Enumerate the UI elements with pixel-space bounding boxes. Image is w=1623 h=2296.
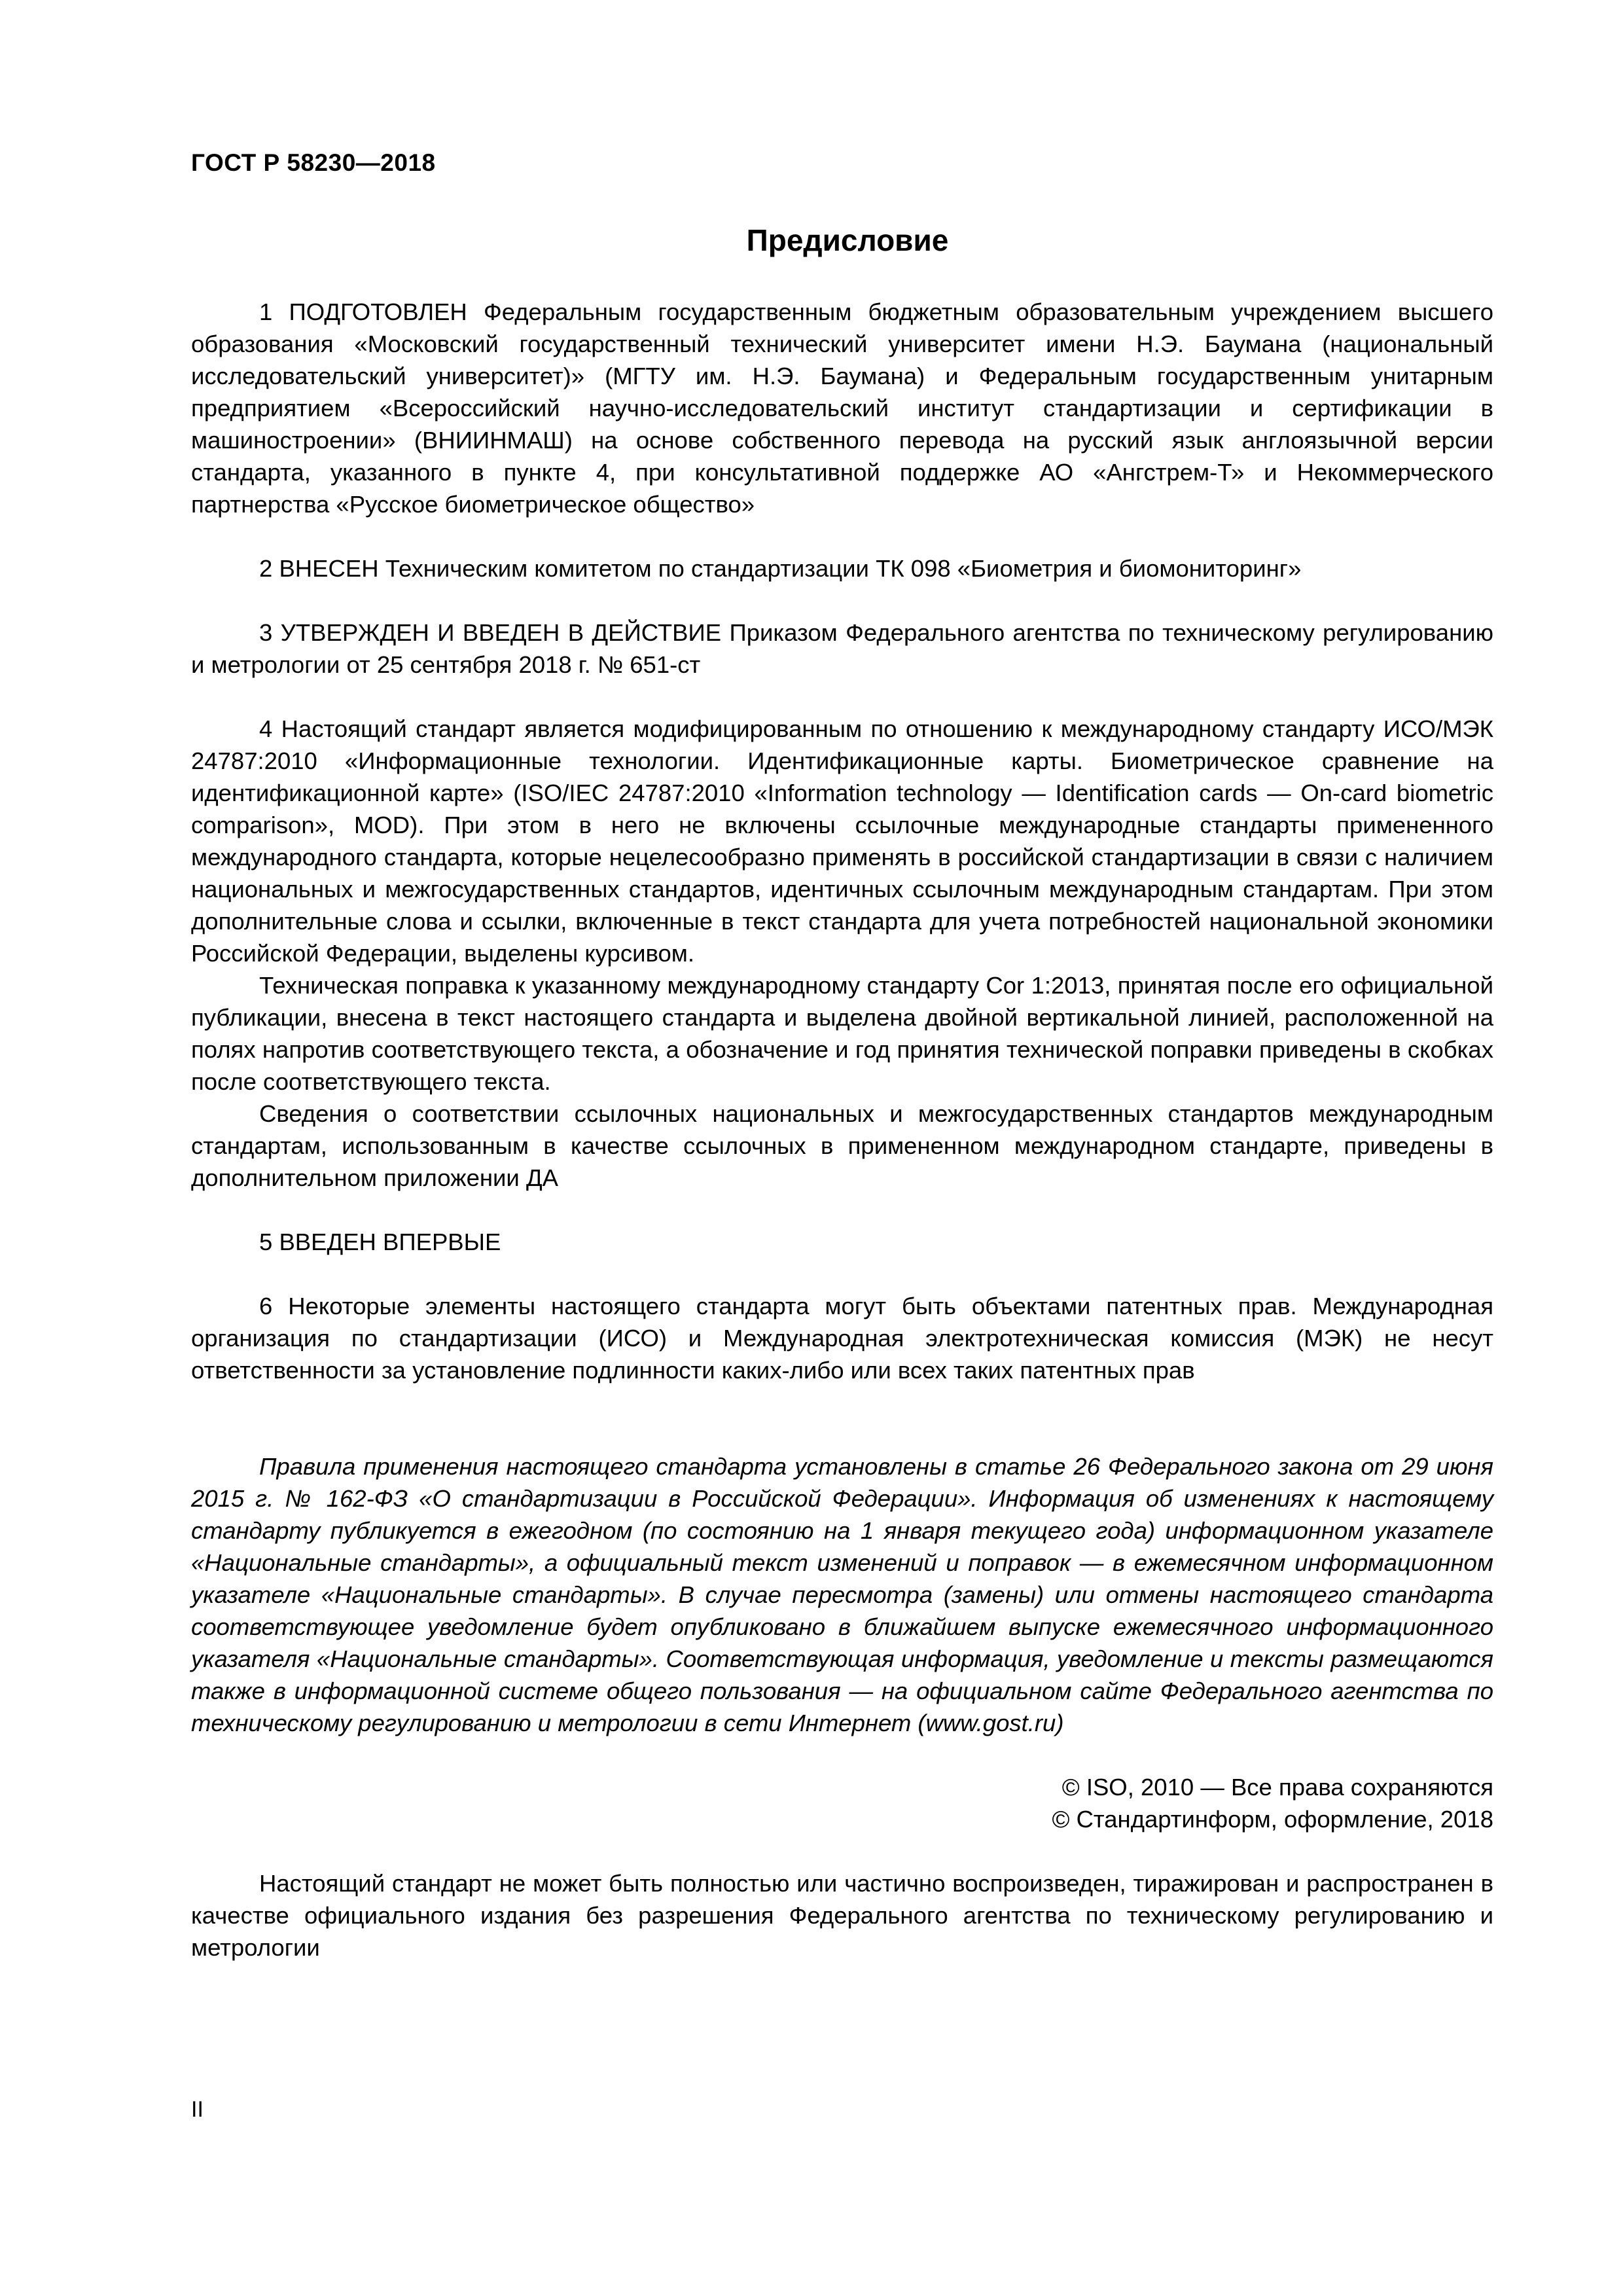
item-4-modification: 4 Настоящий стандарт является модифицированным по отношению к международному стандарту ИСО/МЭК 24787:2010 «Информационные технологии. Идентификационные карты. Биометрическое сравнение на идентификационной карте» (ISO/IEC 24787:2010 «Information technology — Identification cards — On-card biometric comparison», MOD). При этом в него не включены ссылочные международные стандарты примененного международного стандарта, которые нецелесообразно применять в российской стандартизации в связи с наличием национальных и межгосударственных стандартов, идентичных ссылочным международным стандартам. При этом дополнительные слова и ссылки, включенные в текст стандарта для учета потребностей национальной экономики Российской Федерации, выделены курсивом.	[191, 715, 1493, 967]
item-2-submitted: 2 ВНЕСЕН Техническим комитетом по стандартизации ТК 098 «Биометрия и биомониторинг»	[259, 555, 1302, 582]
item-4-reference-info: Сведения о соответствии ссылочных национальных и межгосударственных стандартов международным стандартам, использованным в качестве ссылочных в примененном международном стандарте, приведены в дополнительном приложении ДА	[191, 1100, 1493, 1191]
item-1-prepared: 1 ПОДГОТОВЛЕН Федеральным государственным бюджетным образовательным учреждением высшего образования «Московский государственный технический университет имени Н.Э. Баумана (национальный исследовательский университет)» (МГТУ им. Н.Э. Баумана) и Федеральным государственным унитарным предприятием «Всероссийский научно-исследовательский институт стандартизации и сертификации в машиностроении» (ВНИИНМАШ) на основе собственного перевода на русский язык англоязычной версии стандарта, указанного в пункте 4, при консультативной поддержке АО «Ангстрем-Т» и Некоммерческого партнерства «Русское биометрическое общество»	[191, 298, 1493, 518]
page-number: II	[191, 2097, 204, 2122]
document-body	[191, 296, 1493, 1964]
item-4-technical-corrigendum: Техническая поправка к указанному международному стандарту Cor 1:2013, принятая после его официальной публикации, внесена в текст настоящего стандарта и выделена двойной вертикальной линией, расположенной на полях напротив соответствующего текста, а обозначение и год принятия технической поправки приведены в скобках после соответствующего текста.	[191, 972, 1493, 1095]
item-6-patent-rights: 6 Некоторые элементы настоящего стандарта могут быть объектами патентных прав. Международная организация по стандартизации (ИСО) и Международная электротехническая комиссия (МЭК) не несут ответственности за установление подлинности каких-либо или всех таких патентных прав	[191, 1293, 1493, 1384]
page-title: Предисловие	[746, 223, 949, 257]
copyright-standartinform: © Стандартинформ, оформление, 2018	[1052, 1806, 1493, 1833]
item-5-introduced: 5 ВВЕДЕН ВПЕРВЫЕ	[259, 1229, 501, 1255]
item-3-approved: 3 УТВЕРЖДЕН И ВВЕДЕН В ДЕЙСТВИЕ Приказом Федерального агентства по техническому регулированию и метрологии от 25 сентября 2018 г. № 651-ст	[191, 619, 1493, 678]
copyright-iso: © ISO, 2010 — Все права сохраняются	[1061, 1774, 1493, 1801]
reproduction-notice: Настоящий стандарт не может быть полностью или частично воспроизведен, тиражирован и распространен в качестве официального издания без разрешения Федерального агентства по техническому регулированию и метрологии	[191, 1870, 1493, 1961]
rules-notice: Правила применения настоящего стандарта установлены в статье 26 Федерального закона от 29 июня 2015 г. № 162-ФЗ «О стандартизации в Российской Федерации». Информация об изменениях к настоящему стандарту публикуется в ежегодном (по состоянию на 1 января текущего года) информационном указателе «Национальные стандарты», а официальный текст изменений и поправок — в ежемесячном информационном указателе «Национальные стандарты». В случае пересмотра (замены) или отмены настоящего стандарта соответствующее уведомление будет опубликовано в ближайшем выпуске ежемесячного информационного указателя «Национальные стандарты». Соответствующая информация, уведомление и тексты размещаются также в информационной системе общего пользования — на официальном сайте Федерального агентства по техническому регулированию и метрологии в сети Интернет (www.gost.ru)	[191, 1453, 1493, 1736]
standard-code-header: ГОСТ Р 58230—2018	[191, 149, 436, 176]
